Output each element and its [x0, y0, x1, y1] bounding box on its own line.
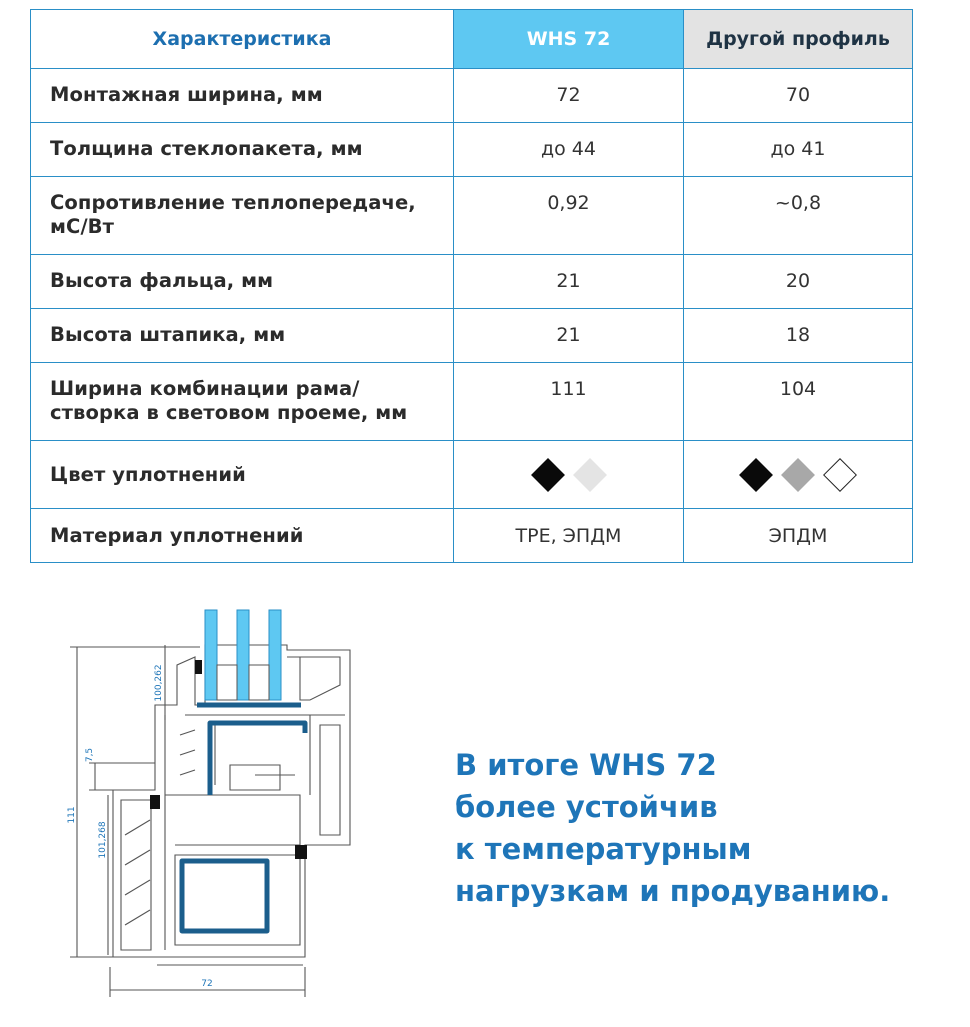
other-value: 20 — [684, 255, 913, 309]
whs-value: 111 — [454, 363, 684, 441]
black-swatch-icon — [739, 458, 773, 492]
table-row — [31, 509, 913, 563]
table-row — [31, 363, 913, 441]
dim-width-label: 72 — [201, 979, 213, 989]
table-header-row — [31, 10, 913, 69]
row-label: Монтажная ширина, мм — [31, 69, 454, 123]
whs-value: 21 — [454, 309, 684, 363]
table-row — [31, 123, 913, 177]
table-row — [31, 255, 913, 309]
black-swatch-icon — [531, 458, 565, 492]
row-label: Высота фальца, мм — [31, 255, 454, 309]
dim-total-label: 111 — [67, 806, 77, 824]
table-row — [31, 177, 913, 255]
whs-value: 0,92 — [454, 177, 684, 255]
row-label: Высота штапика, мм — [31, 309, 454, 363]
row-label: Цвет уплотнений — [31, 441, 454, 509]
whs-value: TPE, ЭПДМ — [454, 509, 684, 563]
row-label: Толщина стеклопакета, мм — [31, 123, 454, 177]
other-seal-colors — [684, 441, 913, 509]
light-gray-swatch-icon — [573, 458, 607, 492]
conclusion-line: к температурным — [455, 832, 752, 866]
whs-value: 21 — [454, 255, 684, 309]
gray-swatch-icon — [781, 458, 815, 492]
other-value: 70 — [684, 69, 913, 123]
conclusion-line: более устойчив — [455, 790, 718, 824]
table-row — [31, 441, 913, 509]
other-value: 104 — [684, 363, 913, 441]
dim-upper-label: 100,262 — [154, 664, 164, 702]
header-whs72: WHS 72 — [454, 10, 684, 69]
header-characteristic: Характеристика — [31, 10, 454, 69]
other-value: ~0,8 — [684, 177, 913, 255]
conclusion-line: В итоге WHS 72 — [455, 748, 717, 782]
row-label: Материал уплотнений — [31, 509, 454, 563]
whs-value: до 44 — [454, 123, 684, 177]
profile-cross-section-drawing — [55, 605, 375, 1010]
table-row — [31, 69, 913, 123]
dim-step-label: 7,5 — [85, 747, 95, 763]
whs-seal-colors — [454, 441, 684, 509]
other-value: до 41 — [684, 123, 913, 177]
other-value: ЭПДМ — [684, 509, 913, 563]
comparison-table — [30, 9, 913, 563]
white-swatch-icon — [823, 458, 857, 492]
row-label: Сопротивление теплопередаче, мС/Вт — [31, 177, 454, 255]
row-label: Ширина комбинации рама/ створка в световом проеме, мм — [31, 363, 454, 441]
table-row — [31, 309, 913, 363]
conclusion-line: нагрузкам и продуванию. — [455, 874, 891, 908]
dim-lower-label: 101,268 — [98, 821, 108, 859]
whs-value: 72 — [454, 69, 684, 123]
other-value: 18 — [684, 309, 913, 363]
conclusion-text — [455, 744, 935, 912]
header-other-profile: Другой профиль — [684, 10, 913, 69]
